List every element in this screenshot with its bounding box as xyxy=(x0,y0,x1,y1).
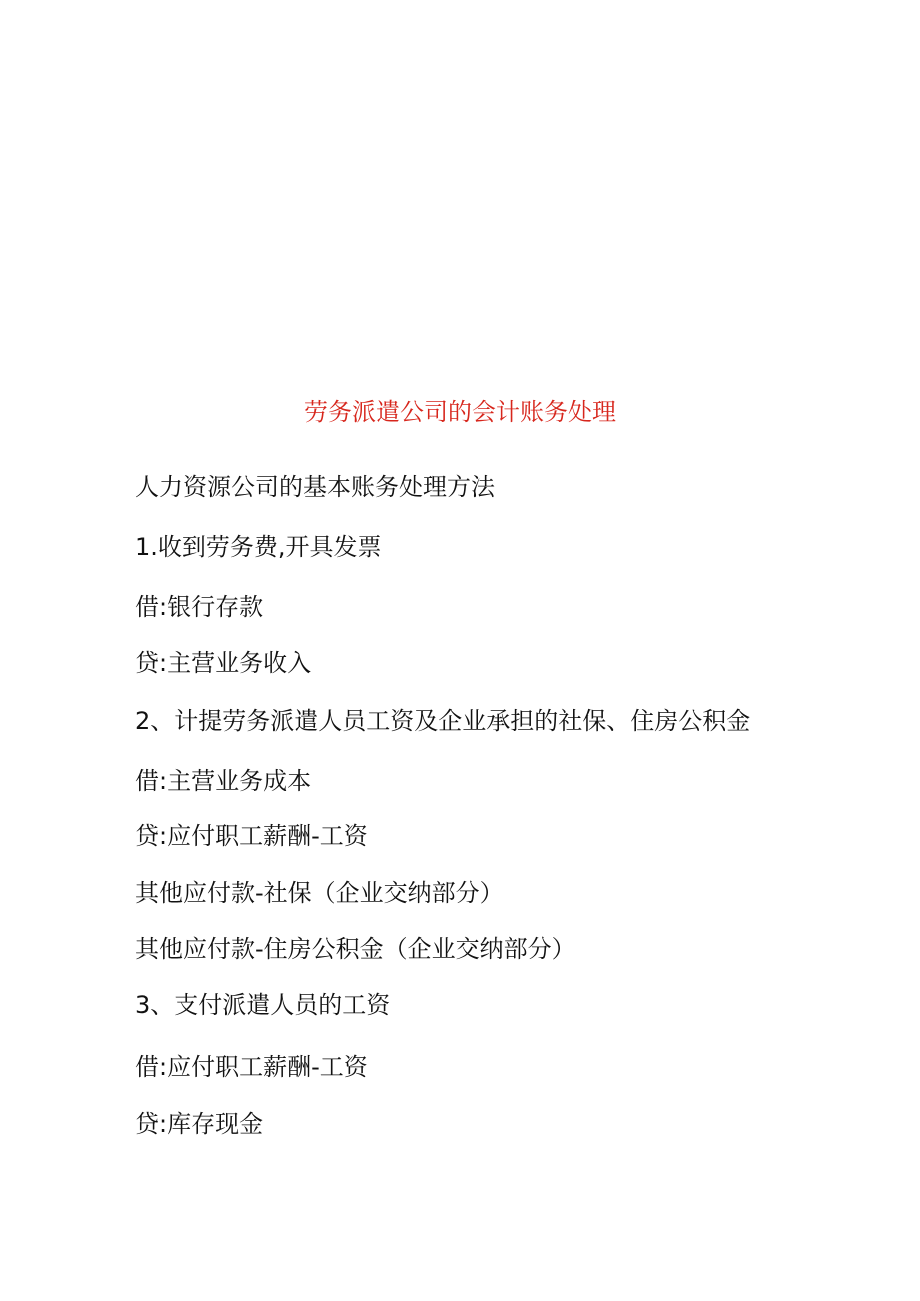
credit-line: 贷:主营业务收入 xyxy=(135,649,312,677)
section-heading: 人力资源公司的基本账务处理方法 xyxy=(135,473,495,501)
credit-line: 贷:应付职工薪酬-工资 xyxy=(135,822,368,850)
credit-line: 其他应付款-社保（企业交纳部分） xyxy=(135,879,504,907)
document-title: 劳务派遣公司的会计账务处理 xyxy=(304,398,616,426)
step-1-heading: 1.收到劳务费,开具发票 xyxy=(135,533,382,561)
debit-line: 借:银行存款 xyxy=(135,593,264,621)
debit-line: 借:应付职工薪酬-工资 xyxy=(135,1053,368,1081)
step-2-heading: 2、计提劳务派遣人员工资及企业承担的社保、住房公积金 xyxy=(135,707,751,735)
credit-line: 贷:库存现金 xyxy=(135,1110,264,1138)
step-3-heading: 3、支付派遣人员的工资 xyxy=(135,991,391,1019)
credit-line: 其他应付款-住房公积金（企业交纳部分） xyxy=(135,935,576,963)
debit-line: 借:主营业务成本 xyxy=(135,767,312,795)
